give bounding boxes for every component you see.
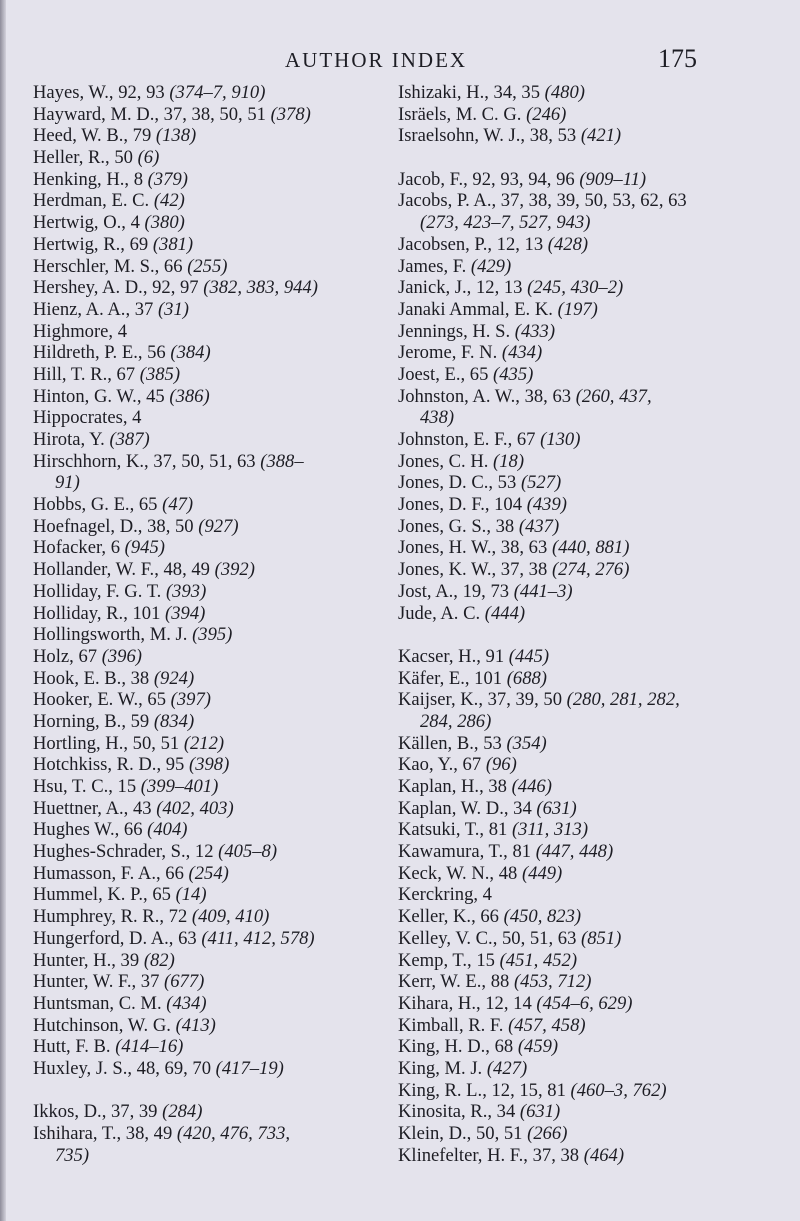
index-entry (398, 971, 753, 993)
index-entry-references: (433) (514, 320, 556, 342)
index-entry (33, 711, 388, 733)
index-entry-references: (354) (506, 732, 547, 754)
index-entry (398, 906, 753, 928)
index-entry (33, 299, 388, 321)
index-entry (398, 798, 753, 820)
index-entry (33, 386, 388, 408)
index-entry (398, 928, 753, 950)
index-entry (398, 1101, 753, 1123)
index-entry-references: (396) (101, 645, 142, 667)
index-entry (398, 559, 753, 581)
index-entry-name: Horning, B., 59 (33, 710, 154, 732)
index-entry-references: (909–11) (579, 168, 647, 190)
index-entry-name: Keller, K., 66 (398, 906, 504, 928)
index-entry-references: (380) (144, 212, 185, 234)
index-entry-name: Huntsman, C. M. (33, 992, 167, 1014)
index-entry-references: (47) (162, 494, 194, 516)
index-entry-references: (445) (508, 645, 550, 667)
index-entry-references: (435) (493, 363, 534, 385)
index-entry (33, 537, 388, 559)
index-entry (33, 1123, 388, 1145)
index-entry-name: Jennings, H. S. (398, 320, 515, 342)
index-entry-name: Hayes, W., 92, 93 (33, 82, 170, 103)
index-entry-references: (631) (536, 797, 577, 819)
index-entry-name: Hsu, T. C., 15 (33, 776, 141, 797)
index-entry-references: (677) (164, 971, 205, 993)
index-entry-references: (429) (470, 255, 512, 277)
index-entry (398, 494, 753, 516)
index-entry-name: Hook, E. B., 38 (33, 667, 154, 689)
index-entry-name: Hughes-Schrader, S., 12 (33, 841, 219, 863)
index-entry-name: Henking, H., 8 (33, 168, 148, 190)
index-entry-references: (945) (124, 537, 165, 559)
index-entry (398, 646, 753, 668)
index-entry-references: 284, 286) (420, 710, 492, 732)
index-entry-name: Hienz, A. A., 37 (33, 298, 158, 320)
index-entry-name: Ikkos, D., 37, 39 (33, 1101, 163, 1123)
index-entry-name: Humasson, F. A., 66 (33, 862, 189, 884)
index-entry-references: (397) (170, 689, 211, 711)
index-entry (398, 386, 753, 408)
index-entry-continuation (398, 711, 753, 733)
index-entry-references: (405–8) (218, 841, 278, 863)
index-entry-references: (688) (506, 667, 547, 689)
index-entry-references: (387) (109, 429, 150, 450)
index-entry (33, 429, 388, 451)
index-entry (33, 190, 388, 212)
index-entry-name: King, R. L., 12, 15, 81 (398, 1079, 571, 1101)
index-entry (398, 689, 753, 711)
index-entry-references: (245, 430–2) (527, 277, 624, 299)
index-entry-references: (381) (152, 233, 194, 255)
index-entry (398, 819, 753, 841)
index-column-left (33, 82, 388, 1166)
index-entry-name: Hirschhorn, K., 37, 50, 51, 63 (33, 450, 261, 472)
index-entry (398, 125, 753, 147)
index-entry-name: Hinton, G. W., 45 (33, 385, 170, 407)
index-entry-references: (255) (187, 255, 228, 277)
index-entry (398, 1036, 753, 1058)
index-entry (33, 342, 388, 364)
index-entry (398, 277, 753, 299)
index-entry-name: Hill, T. R., 67 (33, 363, 140, 385)
index-entry-name: Katsuki, T., 81 (398, 819, 512, 841)
index-entry-name: Kimball, R. F. (398, 1014, 509, 1036)
index-letter-gap (398, 624, 753, 646)
index-entry (33, 82, 388, 104)
index-entry-name: Janaki Ammal, E. K. (398, 298, 558, 320)
index-entry-name: Jones, H. W., 38, 63 (398, 537, 552, 559)
index-entry-references: (266) (527, 1123, 568, 1144)
index-entry-references: (273, 423–7, 527, 943) (420, 212, 591, 234)
index-entry (398, 581, 753, 603)
index-entry-name: Kaplan, H., 38 (398, 776, 512, 797)
index-entry (398, 537, 753, 559)
index-entry-name: Kinosita, R., 34 (398, 1101, 520, 1123)
index-entry-name: Klein, D., 50, 51 (398, 1123, 528, 1144)
index-column-right (398, 82, 753, 1166)
index-entry (33, 516, 388, 538)
index-entry-name: Källen, B., 53 (398, 732, 507, 754)
index-entry-name: Heller, R., 50 (33, 147, 138, 169)
index-entry-name: Hertwig, R., 69 (33, 233, 153, 255)
index-entry (33, 841, 388, 863)
index-entry-references: (457, 458) (508, 1014, 586, 1036)
index-entry (398, 234, 753, 256)
index-entry-name: Janick, J., 12, 13 (398, 277, 528, 299)
index-letter-gap (398, 147, 753, 169)
index-entry-references: (460–3, 762) (570, 1079, 667, 1101)
index-entry-name: Kawamura, T., 81 (398, 841, 536, 863)
index-entry-references: (446) (511, 776, 552, 797)
index-entry-name: Klinefelter, H. F., 37, 38 (398, 1144, 584, 1166)
index-entry-references: (420, 476, 733, (176, 1123, 291, 1144)
index-entry-name: Hutt, F. B. (33, 1036, 116, 1058)
index-entry-name: Käfer, E., 101 (398, 667, 507, 689)
index-entry (398, 1058, 753, 1080)
index-entry-name: Heed, W. B., 79 (33, 125, 156, 147)
index-entry-name: Jacob, F., 92, 93, 94, 96 (398, 168, 580, 190)
index-entry-name: Hobbs, G. E., 65 (33, 494, 163, 516)
index-entry-name: Kihara, H., 12, 14 (398, 992, 537, 1014)
index-entry-references: (385) (139, 363, 181, 385)
index-entry (33, 451, 388, 473)
index-entry-name: Hummel, K. P., 65 (33, 884, 176, 906)
index-entry-references: (42) (153, 190, 185, 212)
index-entry (398, 342, 753, 364)
index-entry-name: Kaplan, W. D., 34 (398, 797, 537, 819)
index-entry-references: (96) (485, 754, 517, 776)
running-header (0, 44, 800, 78)
index-entry-name: Hofacker, 6 (33, 537, 125, 559)
index-entry (398, 169, 753, 191)
index-entry-name: Jones, K. W., 37, 38 (398, 559, 552, 581)
page-number: 175 (658, 44, 697, 73)
index-entry-references: (851) (581, 927, 622, 949)
index-entry-references: (382, 383, 944) (203, 277, 318, 299)
index-entry-references: 91) (55, 472, 80, 494)
index-entry (33, 754, 388, 776)
index-entry (398, 754, 753, 776)
index-entry (33, 993, 388, 1015)
index-entry-references: (14) (175, 884, 207, 906)
index-entry-references: (393) (165, 580, 207, 602)
index-entry (33, 689, 388, 711)
index-entry (398, 190, 753, 212)
index-entry (398, 429, 753, 451)
index-entry-references: (254) (188, 862, 229, 884)
index-entry-name: Kemp, T., 15 (398, 949, 500, 971)
index-entry-references: (447, 448) (535, 841, 614, 863)
index-entry (398, 993, 753, 1015)
index-entry-name: Kao, Y., 67 (398, 754, 486, 776)
index-entry-references: (82) (143, 949, 175, 971)
index-entry-references: (311, 313) (511, 819, 589, 841)
index-entry-references: (284) (162, 1101, 203, 1123)
index-entry-references: (411, 412, 578) (201, 927, 315, 949)
index-entry-references: (374–7, 910) (169, 82, 266, 103)
index-entry-name: James, F. (398, 255, 471, 277)
index-entry-references: (197) (557, 298, 598, 320)
index-entry-references: (427) (486, 1057, 528, 1079)
index-entry-references: (260, 437, (575, 385, 652, 407)
index-entry (33, 733, 388, 755)
index-entry-references: (454–6, 629) (536, 992, 633, 1014)
index-entry-name: Jones, D. F., 104 (398, 494, 527, 516)
index-entry-references: (444) (484, 602, 526, 624)
index-entry-references: (392) (214, 559, 255, 581)
index-entry-references: (280, 281, 282, (566, 689, 680, 711)
index-entry-name: Hotchkiss, R. D., 95 (33, 754, 189, 776)
index-entry-name: Hershey, A. D., 92, 97 (33, 277, 204, 299)
index-entry (398, 603, 753, 625)
index-entry-references: (439) (526, 494, 567, 516)
index-entry-references: (138) (155, 125, 197, 147)
index-entry-name: Herdman, E. C. (33, 190, 154, 212)
index-entry-name: Hortling, H., 50, 51 (33, 732, 184, 754)
index-entry (33, 798, 388, 820)
index-entry (33, 494, 388, 516)
index-entry (33, 212, 388, 234)
index-entry-references: (274, 276) (551, 559, 630, 581)
index-entry-references: (404) (147, 819, 188, 841)
index-entry (33, 603, 388, 625)
index-entry (33, 234, 388, 256)
index-entry (33, 277, 388, 299)
index-entry (33, 256, 388, 278)
index-entry-name: Jost, A., 19, 73 (398, 580, 514, 602)
index-entry-references: (417–19) (215, 1057, 284, 1079)
index-entry (33, 971, 388, 993)
index-entry-references: (31) (157, 298, 189, 320)
index-entry (33, 321, 388, 343)
index-entry-name: Johnston, E. F., 67 (398, 429, 541, 450)
index-entry-references: (379) (147, 168, 188, 190)
index-entry (33, 776, 388, 798)
index-entry-references: (246) (526, 103, 567, 125)
index-entry (33, 906, 388, 928)
running-title: AUTHOR INDEX (285, 48, 468, 72)
index-entry-references: (414–16) (115, 1036, 184, 1058)
index-entry (33, 1058, 388, 1080)
index-entry-name: King, H. D., 68 (398, 1036, 518, 1058)
index-entry (33, 147, 388, 169)
index-entry-references: (384) (170, 342, 211, 364)
index-entry-references: (440, 881) (551, 537, 630, 559)
index-entry-references: (398) (189, 754, 230, 776)
index-entry (398, 451, 753, 473)
index-entry (33, 581, 388, 603)
index-entry (33, 125, 388, 147)
index-entry-references: (449) (521, 862, 563, 884)
index-entry-references: (395) (192, 624, 233, 646)
index-entry (398, 863, 753, 885)
index-entry-references: (212) (183, 732, 225, 754)
index-entry-name: Hertwig, O., 4 (33, 212, 145, 234)
index-entry-references: (413) (175, 1014, 216, 1036)
page-edge-shadow (0, 0, 6, 1221)
index-entry-references: 735) (55, 1144, 90, 1166)
index-entry-name: Isräels, M. C. G. (398, 103, 527, 125)
index-entry-name: Holliday, R., 101 (33, 602, 166, 624)
index-entry-references: (464) (583, 1144, 625, 1166)
index-entry-references: 438) (420, 407, 455, 429)
index-entry-references: (441–3) (513, 580, 573, 602)
index-entry-references: (924) (153, 667, 195, 689)
index-entry (398, 104, 753, 126)
index-entry-name: Hippocrates, 4 (33, 407, 142, 429)
index-entry (33, 104, 388, 126)
index-entry-references: (378) (270, 103, 311, 125)
index-entry-references: (402, 403) (156, 797, 234, 819)
index-entry-references: (434) (166, 992, 207, 1014)
index-entry (33, 668, 388, 690)
index-entry-references: (451, 452) (499, 949, 578, 971)
index-entry-continuation (33, 472, 388, 494)
index-entry-name: Keck, W. N., 48 (398, 862, 522, 884)
index-entry-name: King, M. J. (398, 1057, 487, 1079)
index-entry (33, 1036, 388, 1058)
index-entry (398, 82, 753, 104)
index-entry-references: (834) (153, 710, 195, 732)
index-entry-name: Jacobs, P. A., 37, 38, 39, 50, 53, 62, 63 (398, 190, 687, 212)
index-entry-references: (450, 823) (503, 906, 582, 928)
index-entry-references: (434) (501, 342, 543, 364)
index-entry-name: Kerckring, 4 (398, 884, 492, 906)
index-entry-name: Hollingsworth, M. J. (33, 624, 193, 646)
index-entry (398, 668, 753, 690)
index-entry-continuation (398, 212, 753, 234)
index-entry-name: Humphrey, R. R., 72 (33, 906, 192, 928)
index-entry-name: Hunter, H., 39 (33, 949, 144, 971)
index-entry-name: Kaijser, K., 37, 39, 50 (398, 689, 567, 711)
index-entry-references: (631) (519, 1101, 561, 1123)
index-entry-name: Hooker, E. W., 65 (33, 689, 171, 711)
index-entry-name: Hutchinson, W. G. (33, 1014, 176, 1036)
index-entry (398, 733, 753, 755)
index-entry-references: (421) (580, 125, 622, 147)
index-entry-references: (437) (518, 515, 560, 537)
index-entry-references: (409, 410) (191, 906, 270, 928)
index-entry-name: Jerome, F. N. (398, 342, 502, 364)
index-entry-name: Kerr, W. E., 88 (398, 971, 514, 993)
index-entry (33, 1101, 388, 1123)
index-entry-name: Hughes W., 66 (33, 819, 148, 841)
index-entry-name: Hollander, W. F., 48, 49 (33, 559, 215, 581)
index-entry-references: (130) (540, 429, 581, 450)
index-entry (33, 559, 388, 581)
index-entry-references: (527) (520, 472, 562, 494)
index-entry (398, 364, 753, 386)
index-entry-references: (459) (517, 1036, 559, 1058)
index-entry (33, 646, 388, 668)
index-entry (398, 256, 753, 278)
index-entry-name: Jones, G. S., 38 (398, 515, 519, 537)
index-entry-name: Kelley, V. C., 50, 51, 63 (398, 927, 582, 949)
index-entry (33, 624, 388, 646)
index-entry (33, 928, 388, 950)
index-entry-name: Jones, C. H. (398, 450, 494, 472)
index-entry (398, 321, 753, 343)
index-entry-name: Jude, A. C. (398, 602, 485, 624)
index-entry (398, 950, 753, 972)
index-entry (398, 841, 753, 863)
index-entry-name: Hoefnagel, D., 38, 50 (33, 515, 199, 537)
index-entry (398, 472, 753, 494)
index-entry-name: Kacser, H., 91 (398, 645, 509, 667)
index-entry (398, 516, 753, 538)
index-entry-name: Highmore, 4 (33, 320, 127, 342)
index-entry-references: (399–401) (140, 776, 219, 797)
index-entry (33, 884, 388, 906)
index-entry-references: (428) (547, 233, 589, 255)
index-entry-continuation (33, 1145, 388, 1167)
index-entry (33, 863, 388, 885)
index-entry (398, 884, 753, 906)
index-entry (398, 1015, 753, 1037)
index-entry-name: Huettner, A., 43 (33, 797, 157, 819)
index-entry (33, 950, 388, 972)
index-entry (398, 1123, 753, 1145)
index-entry-references: (6) (137, 147, 160, 169)
index-entry-references: (927) (198, 515, 239, 537)
index-entry-name: Jacobsen, P., 12, 13 (398, 233, 548, 255)
index-entry (398, 776, 753, 798)
index-entry-continuation (398, 407, 753, 429)
index-entry-name: Herschler, M. S., 66 (33, 255, 188, 277)
index-entry-references: (453, 712) (513, 971, 592, 993)
index-entry (33, 169, 388, 191)
index-entry-name: Ishihara, T., 38, 49 (33, 1123, 177, 1144)
index-entry-name: Hungerford, D. A., 63 (33, 927, 202, 949)
index-entry-name: Hayward, M. D., 37, 38, 50, 51 (33, 103, 271, 125)
index-entry (398, 299, 753, 321)
index-entry-name: Johnston, A. W., 38, 63 (398, 385, 576, 407)
index-entry-references: (18) (493, 450, 525, 472)
index-entry-name: Jones, D. C., 53 (398, 472, 521, 494)
index-entry-name: Holliday, F. G. T. (33, 580, 166, 602)
index-entry (33, 407, 388, 429)
index-entry-references: (386) (169, 385, 210, 407)
index-entry-name: Huxley, J. S., 48, 69, 70 (33, 1057, 216, 1079)
index-entry-references: (388– (260, 450, 304, 472)
index-letter-gap (33, 1080, 388, 1102)
index-entry-name: Hirota, Y. (33, 429, 110, 450)
index-entry (398, 1080, 753, 1102)
index-entry-references: (480) (544, 82, 585, 103)
index-entry-name: Joest, E., 65 (398, 363, 494, 385)
index-entry (398, 1145, 753, 1167)
index-entry-name: Hildreth, P. E., 56 (33, 342, 171, 364)
index-entry-name: Ishizaki, H., 34, 35 (398, 82, 545, 103)
index-entry (33, 819, 388, 841)
index-entry-name: Holz, 67 (33, 645, 102, 667)
index-entry-name: Hunter, W. F., 37 (33, 971, 165, 993)
index-entry (33, 1015, 388, 1037)
index-entry-references: (394) (165, 602, 206, 624)
index-entry-name: Israelsohn, W. J., 38, 53 (398, 125, 581, 147)
index-entry (33, 364, 388, 386)
